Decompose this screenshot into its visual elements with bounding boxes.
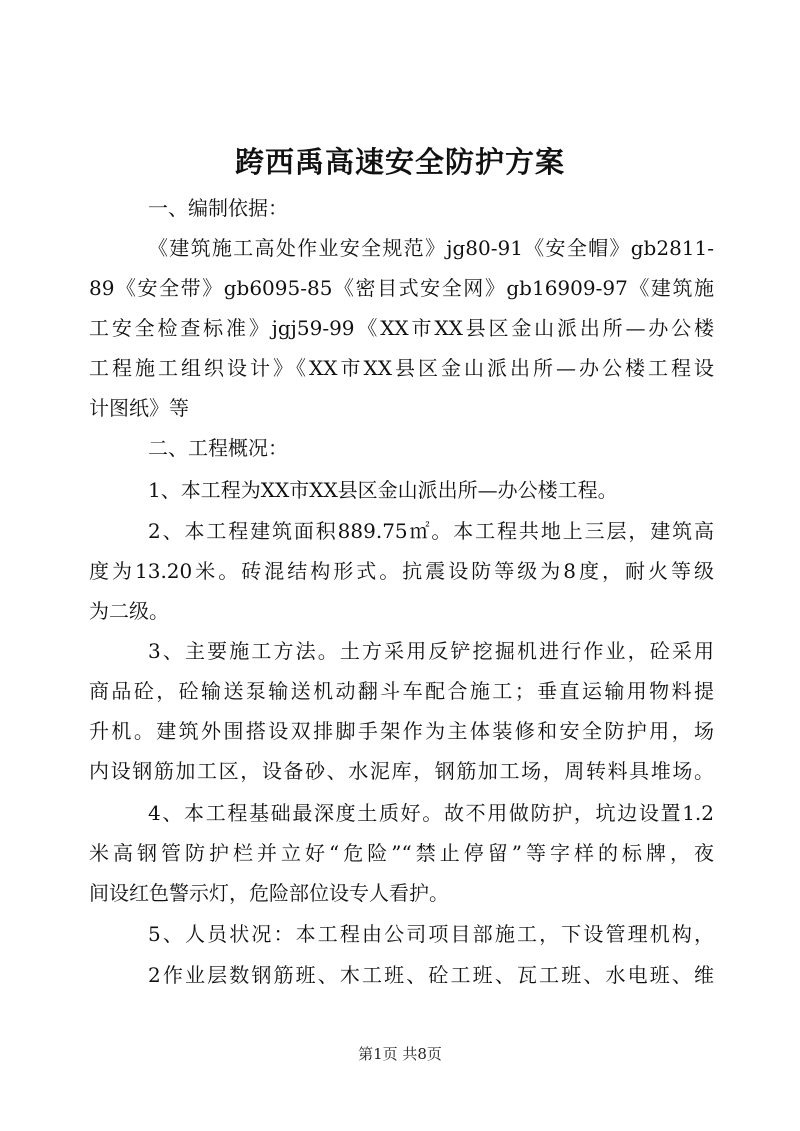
paragraph-line: 为二级。	[89, 599, 169, 623]
paragraph-line: 2作业层数钢筋班、木工班、砼工班、瓦工班、水电班、维	[148, 963, 714, 987]
paragraph-line: 升机。建筑外围搭设双排脚手架作为主体装修和安全防护用，场	[89, 719, 714, 743]
paragraph-line: 89《安全带》gb6095-85《密目式安全网》gb16909-97《建筑施	[89, 276, 714, 300]
paragraph-line: 计图纸》等	[89, 396, 189, 420]
paragraph-line: 4、本工程基础最深度土质好。故不用做防护，坑边设置1.2	[148, 801, 714, 825]
paragraph-line: 3、主要施工方法。土方采用反铲挖掘机进行作业，砼采用	[148, 639, 714, 663]
paragraph-line: 间设红色警示灯，危险部位设专人看护。	[89, 881, 449, 905]
paragraph-line: 工安全检查标准》jgj59-99《XX市XX县区金山派出所—办公楼	[89, 316, 714, 340]
paragraph-line: 工程施工组织设计》《XX市XX县区金山派出所—办公楼工程设	[89, 356, 714, 380]
paragraph-line: 1、本工程为XX市XX县区金山派出所—办公楼工程。	[148, 478, 618, 502]
paragraph-line: 《建筑施工高处作业安全规范》jg80-91《安全帽》gb2811-	[148, 236, 714, 260]
paragraph-line: 米高钢管防护栏并立好“危险”“禁止停留”等字样的标牌，夜	[89, 841, 714, 865]
document-title: 跨西禹高速安全防护方案	[234, 145, 565, 179]
paragraph-line: 2、本工程建筑面积889.75㎡。本工程共地上三层，建筑高	[148, 519, 714, 543]
paragraph-line: 商品砼，砼输送泵输送机动翻斗车配合施工；垂直运输用物料提	[89, 679, 714, 703]
section-heading-basis: 一、编制依据：	[148, 196, 288, 220]
section-heading-overview: 二、工程概况：	[148, 436, 288, 460]
paragraph-line: 度为13.20米。砖混结构形式。抗震设防等级为8度，耐火等级	[89, 559, 714, 583]
paragraph-line: 内设钢筋加工区，设备砂、水泥库，钢筋加工场，周转料具堆场。	[89, 759, 714, 783]
page-footer: 第1页 共8页	[358, 1045, 442, 1063]
paragraph-line: 5、人员状况：本工程由公司项目部施工，下设管理机构，	[148, 922, 714, 946]
